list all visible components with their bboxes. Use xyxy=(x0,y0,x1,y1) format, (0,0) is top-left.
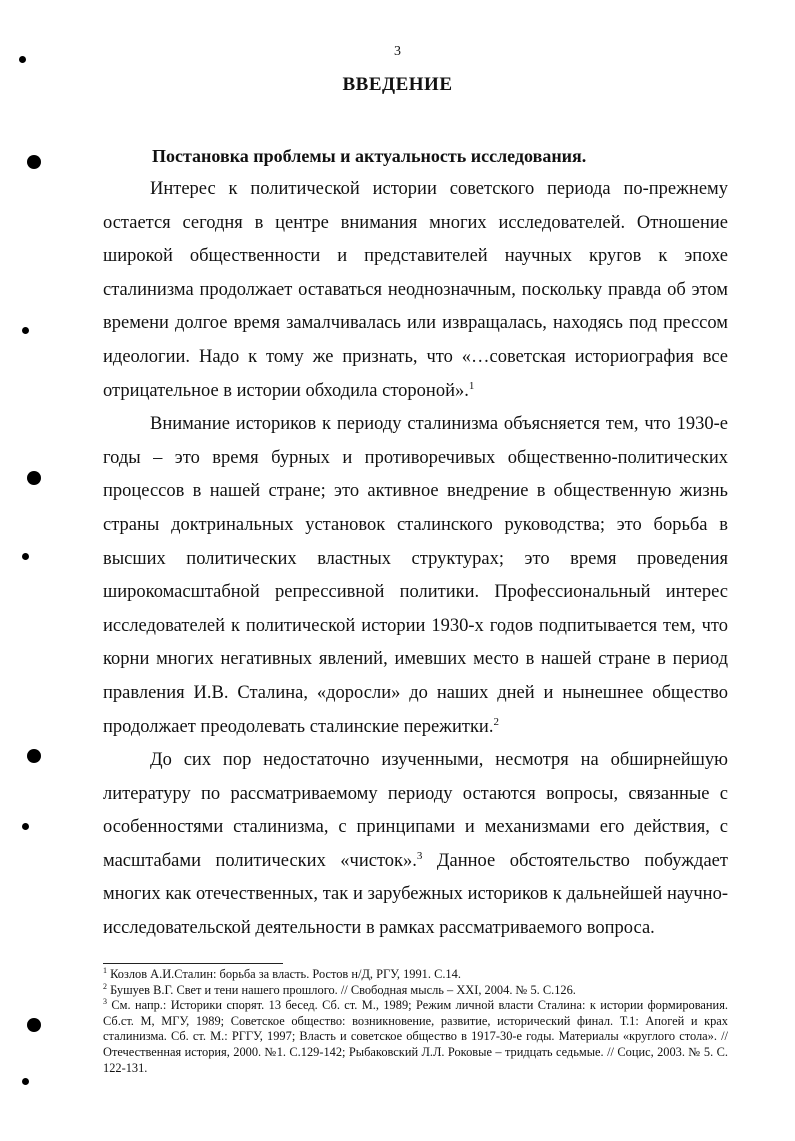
binder-hole xyxy=(27,749,41,763)
body-text xyxy=(103,173,728,946)
footnote-ref[interactable]: 2 xyxy=(493,715,499,728)
page-title: ВВЕДЕНИЕ xyxy=(342,74,453,95)
footnote-text: Козлов А.И.Сталин: борьба за власть. Ростов н/Д, РГУ, 1991. С.14. xyxy=(110,967,461,981)
footnote-divider xyxy=(103,963,283,964)
binder-hole xyxy=(27,1018,41,1032)
footnote-ref[interactable]: 1 xyxy=(468,379,475,392)
paragraph xyxy=(103,173,728,408)
footnote-ref[interactable]: 3 xyxy=(416,849,423,862)
section-subheading: Постановка проблемы и актуальность исследования. xyxy=(152,146,587,166)
paragraph xyxy=(103,744,728,946)
footnote-text: Бушуев В.Г. Свет и тени нашего прошлого. // Свободная мысль – XXI, 2004. № 5. С.126. xyxy=(110,982,576,997)
paragraph-text: Интерес к политической истории советского периода по-прежнему остается сегодня в центре внимания многих исследователей. Отношение широкой общественности и представителей научных кругов к эпохе сталинизма продолжает оставаться неоднозначным, поскольку правда об этом времени долгое время замалчивалась или извращалась, находясь под прессом идеологии. Надо к тому же признать, что «…советская историография все отрицательное в истории обходила стороной». xyxy=(103,179,728,401)
paragraph-text: Данное обстоятельство побуждает многих как отечественных, так и зарубежных историков к дальнейшей научно-исследовательской деятельности в рамках рассматриваемого вопроса. xyxy=(103,850,728,939)
binder-hole xyxy=(22,823,29,830)
binder-hole xyxy=(27,471,41,485)
footnote xyxy=(103,983,728,999)
paragraph-text: Внимание историков к периоду сталинизма объясняется тем, что 1930-е годы – это время бурных и противоречивых общественно-политических процессов в нашей стране; это активное внедрение в общественную жизнь страны доктринальных установок сталинского руководства; это борьба в высших политических властных структурах; это время проведения широкомасштабной репрессивной политики. Профессиональный интерес исследователей к политической истории 1930-х годов подпитывается тем, что корни многих негативных явлений, имевших место в нашей стране в период правления И.В. Сталина, «доросли» до наших дней и нынешнее общество продолжает преодолевать сталинские пережитки. xyxy=(103,414,728,737)
footnote xyxy=(103,967,728,983)
footnote-mark: 3 xyxy=(103,997,107,1007)
paragraph-text: До сих пор недостаточно изученными, несмотря на обширнейшую литературу по рассматриваемому периоду остаются вопросы, связанные с особенностями сталинизма, с принципами и механизмами его действия, с масштабами политических «чисток». xyxy=(103,750,728,871)
paragraph xyxy=(103,408,728,744)
binder-hole xyxy=(27,155,41,169)
footnote xyxy=(103,998,728,1076)
page-number: 3 xyxy=(394,44,401,59)
footnote-text: См. напр.: Историки спорят. 13 бесед. Сб. ст. М., 1989; Режим личной власти Сталина: к истории формирования. Сб.ст. М, МГУ, 1989; Советское общество: возникновение, развитие, исторический финал. Т.1: Апогей и крах сталинизма. Сб. ст. М.: РГГУ, 1997; Власть и советское общество в 1917-30-е годы. Материалы «круглого стола». // Отечественная история, 2000. №1. С.129-142; Рыбаковский Л.Л. Роковые – тридцать седьмые. // Социс, 2003. № 5. С. 122-131. xyxy=(103,998,728,1075)
binder-hole xyxy=(22,1078,29,1085)
footnote-mark: 1 xyxy=(103,965,107,975)
binder-hole xyxy=(22,327,29,334)
footnote-mark: 2 xyxy=(103,981,107,991)
footnotes xyxy=(103,967,728,1076)
binder-hole xyxy=(22,553,29,560)
